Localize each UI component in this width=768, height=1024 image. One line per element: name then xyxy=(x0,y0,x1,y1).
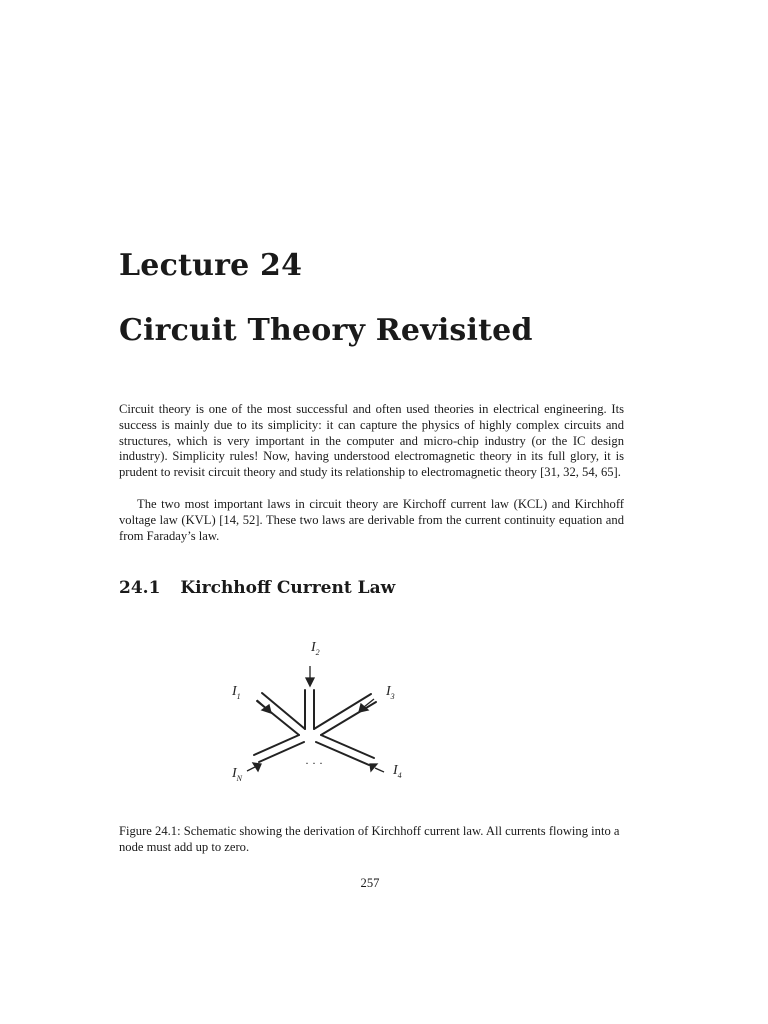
label-i4: $I_4$ xyxy=(393,763,402,780)
ellipsis-dots: · · · xyxy=(305,756,323,770)
label-in: $I_N$ xyxy=(232,766,243,783)
arrow-in-icon xyxy=(247,767,255,771)
section-title: Kirchhoff Current Law xyxy=(180,578,396,598)
arrow-i1-icon xyxy=(257,700,266,708)
chapter-title: Circuit Theory Revisited xyxy=(119,313,533,348)
kcl-schematic-figure xyxy=(220,630,420,800)
section-number: 24.1 xyxy=(119,578,161,598)
intro-paragraph: Circuit theory is one of the most successful and often used theories in electrical engineering. Its success is mainly due to its simplicity: it can capture the physics of highly complex circuits and structures, which is very important in the computer and micro-chip industry (or the IC design industry). Simplicity rules! Now, having understood electromagnetic theory in its full glory, it is prudent to revisit circuit theory and study its relationship to electromagnetic theory [31, 32, 54, 65]. xyxy=(119,402,624,480)
wire-in-lower xyxy=(259,742,304,762)
lecture-label: Lecture 24 xyxy=(119,248,303,283)
section-heading xyxy=(119,578,395,598)
figure-caption: Figure 24.1: Schematic showing the derivation of Kirchhoff current law. All currents flowing into a node must add up to zero. xyxy=(119,824,620,854)
wire-i4-lower xyxy=(316,742,369,765)
page-number: 257 xyxy=(360,876,380,890)
label-i1: $I_1$ xyxy=(232,684,241,701)
wire-i4-upper xyxy=(321,735,374,758)
wire-in-upper xyxy=(254,735,299,755)
kcl-schematic xyxy=(220,630,420,800)
arrowhead-i4-icon xyxy=(370,764,377,771)
node-wires xyxy=(254,690,376,765)
laws-paragraph: The two most important laws in circuit theory are Kirchoff current law (KCL) and Kirchhoff voltage law (KVL) [14, 52]. These two laws are derivable from the current continuity equation and from Faraday’s law. xyxy=(119,497,624,543)
label-i3: $I_3$ xyxy=(386,684,395,701)
arrowhead-i2-icon xyxy=(306,678,314,686)
label-i2: $I_2$ xyxy=(311,640,320,657)
arrow-i4-icon xyxy=(375,768,384,772)
